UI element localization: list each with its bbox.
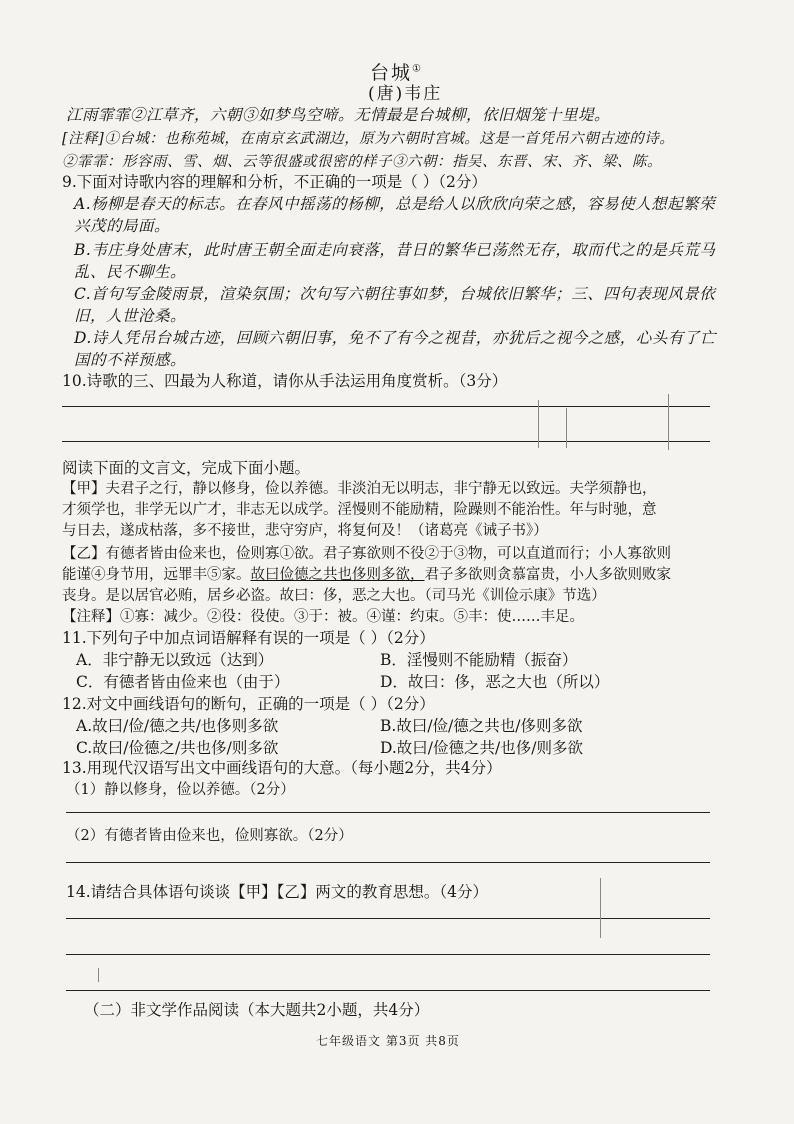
yi-line-1: 【乙】有德者皆由俭来也，俭则寡①欲。君子寡欲则不役②于③物，可以直道而行；小人寡欲则 xyxy=(62,546,671,562)
q9-stem: 9.下面对诗歌内容的理解和分析，不正确的一项是（ ）（2分） xyxy=(62,173,487,191)
q11-stem: 11.下列句子中加点词语解释有误的一项是（ ）（2分） xyxy=(62,629,435,647)
scan-mark xyxy=(566,408,567,448)
q11-option-c: C．有德者皆由俭来也（由于） xyxy=(76,673,290,691)
yi-line-3: 丧身。是以居官必贿，居乡必盗。故曰：侈，恶之大也。（司马光《训俭示康》节选） xyxy=(62,588,606,604)
page-footer: 七年级语文 第3页 共8页 xyxy=(316,1034,460,1048)
q9-option-b-cont: 乱、民不聊生。 xyxy=(74,263,187,281)
jia-line-3: 与日去，遂成枯落，多不接世，悲守穷庐，将复何及！（诸葛亮《诫子书》） xyxy=(62,523,548,539)
q12-option-a: A.故曰/俭/德之共/也侈则多欲 xyxy=(76,717,279,735)
q11-option-d: D．故曰：侈，恶之大也（所以） xyxy=(380,673,610,691)
poem-note-1: [注释]①台城：也称苑城，在南京玄武湖边，原为六朝时宫城。这是一首凭吊六朝古迹的诗。 xyxy=(62,131,675,147)
annotation: 【注释】①寡：减少。②役：役使。③于：被。④谨：约束。⑤丰：使……丰足。 xyxy=(62,609,584,625)
section2-heading: （二）非文学作品阅读（本大题共2小题，共4分） xyxy=(84,1001,430,1019)
q14-stem: 14.请结合具体语句谈谈【甲】【乙】两文的教育思想。（4分） xyxy=(66,883,489,901)
q13-item-1: （1）静以修身，俭以养德。（2分） xyxy=(66,782,295,798)
answer-line xyxy=(62,406,710,407)
q11-option-a: A．非宁静无以致远（达到） xyxy=(76,651,274,669)
q13-item-2: （2）有德者皆由俭来也，俭则寡欲。（2分） xyxy=(66,828,353,844)
scan-mark xyxy=(600,878,601,938)
poem-note-2: ②霏霏：形容雨、雪、烟、云等很盛或很密的样子③六朝：指吴、东晋、宋、齐、梁、陈。 xyxy=(62,154,662,170)
q12-stem: 12.对文中画线语句的断句，正确的一项是（ ）（2分） xyxy=(62,695,435,713)
q12-option-b: B.故曰/俭/德之共也/侈则多欲 xyxy=(380,717,583,735)
q9-option-a: A.杨柳是春天的标志。在春风中摇荡的杨柳，总是给人以欣欣向荣之感，容易使人想起繁荣 xyxy=(74,195,716,213)
scan-mark xyxy=(98,968,99,982)
poem-title: 台城① xyxy=(370,62,423,84)
yi-line-2: 能谨④身节用，远罪丰⑤家。故曰俭德之共也侈则多欲，君子多欲则贪慕富贵，小人多欲则败家 xyxy=(62,567,671,583)
answer-line xyxy=(66,990,710,991)
q9-option-d: D.诗人凭吊台城古迹，回顾六朝旧事，免不了有今之视昔，亦犹后之视今之感，心头有了亡 xyxy=(74,329,716,347)
q13-stem: 13.用现代汉语写出文中画线语句的大意。（每小题2分，共4分） xyxy=(62,759,502,777)
q11-option-b: B．淫慢则不能励精（振奋） xyxy=(380,651,578,669)
answer-line xyxy=(66,918,710,919)
answer-line xyxy=(66,954,710,955)
q12-option-d: D.故曰/俭德之共/也侈/则多欲 xyxy=(380,739,583,757)
q9-option-c-cont: 旧，人世沧桑。 xyxy=(74,307,187,325)
answer-line xyxy=(66,812,710,813)
jia-line-2: 才须学也，非学无以广才，非志无以成学。淫慢则不能励精，险躁则不能治性。年与时驰，意 xyxy=(62,502,657,518)
classical-intro: 阅读下面的文言文，完成下面小题。 xyxy=(62,459,311,477)
q9-option-d-cont: 国的不祥预感。 xyxy=(74,351,187,369)
q9-option-c: C.首句写金陵雨景，渲染氛围；次句写六朝往事如梦，台城依旧繁华；三、四句表现风景依 xyxy=(74,285,716,303)
q9-option-a-cont: 兴茂的局面。 xyxy=(74,217,171,235)
answer-line xyxy=(66,862,710,863)
poem-verse: 江雨霏霏②江草齐，六朝③如梦鸟空啼。无情最是台城柳，依旧烟笼十里堤。 xyxy=(66,106,611,124)
jia-line-1: 【甲】夫君子之行，静以修身，俭以养德。非淡泊无以明志，非宁静无以致远。夫学须静也， xyxy=(62,481,657,497)
poem-author: (唐)韦庄 xyxy=(368,84,443,104)
underlined-sentence: 故曰俭德之共也侈则多欲， xyxy=(250,567,425,583)
scan-mark xyxy=(538,400,539,448)
scan-mark xyxy=(668,394,669,450)
q9-option-b: B.韦庄身处唐末，此时唐王朝全面走向衰落，昔日的繁华已荡然无存，取而代之的是兵荒马 xyxy=(74,241,716,259)
q12-option-c: C.故曰/俭德之/共也侈/则多欲 xyxy=(76,739,279,757)
q10-stem: 10.诗歌的三、四最为人称道，请你从手法运用角度赏析。（3分） xyxy=(62,372,508,390)
answer-line xyxy=(62,441,710,442)
